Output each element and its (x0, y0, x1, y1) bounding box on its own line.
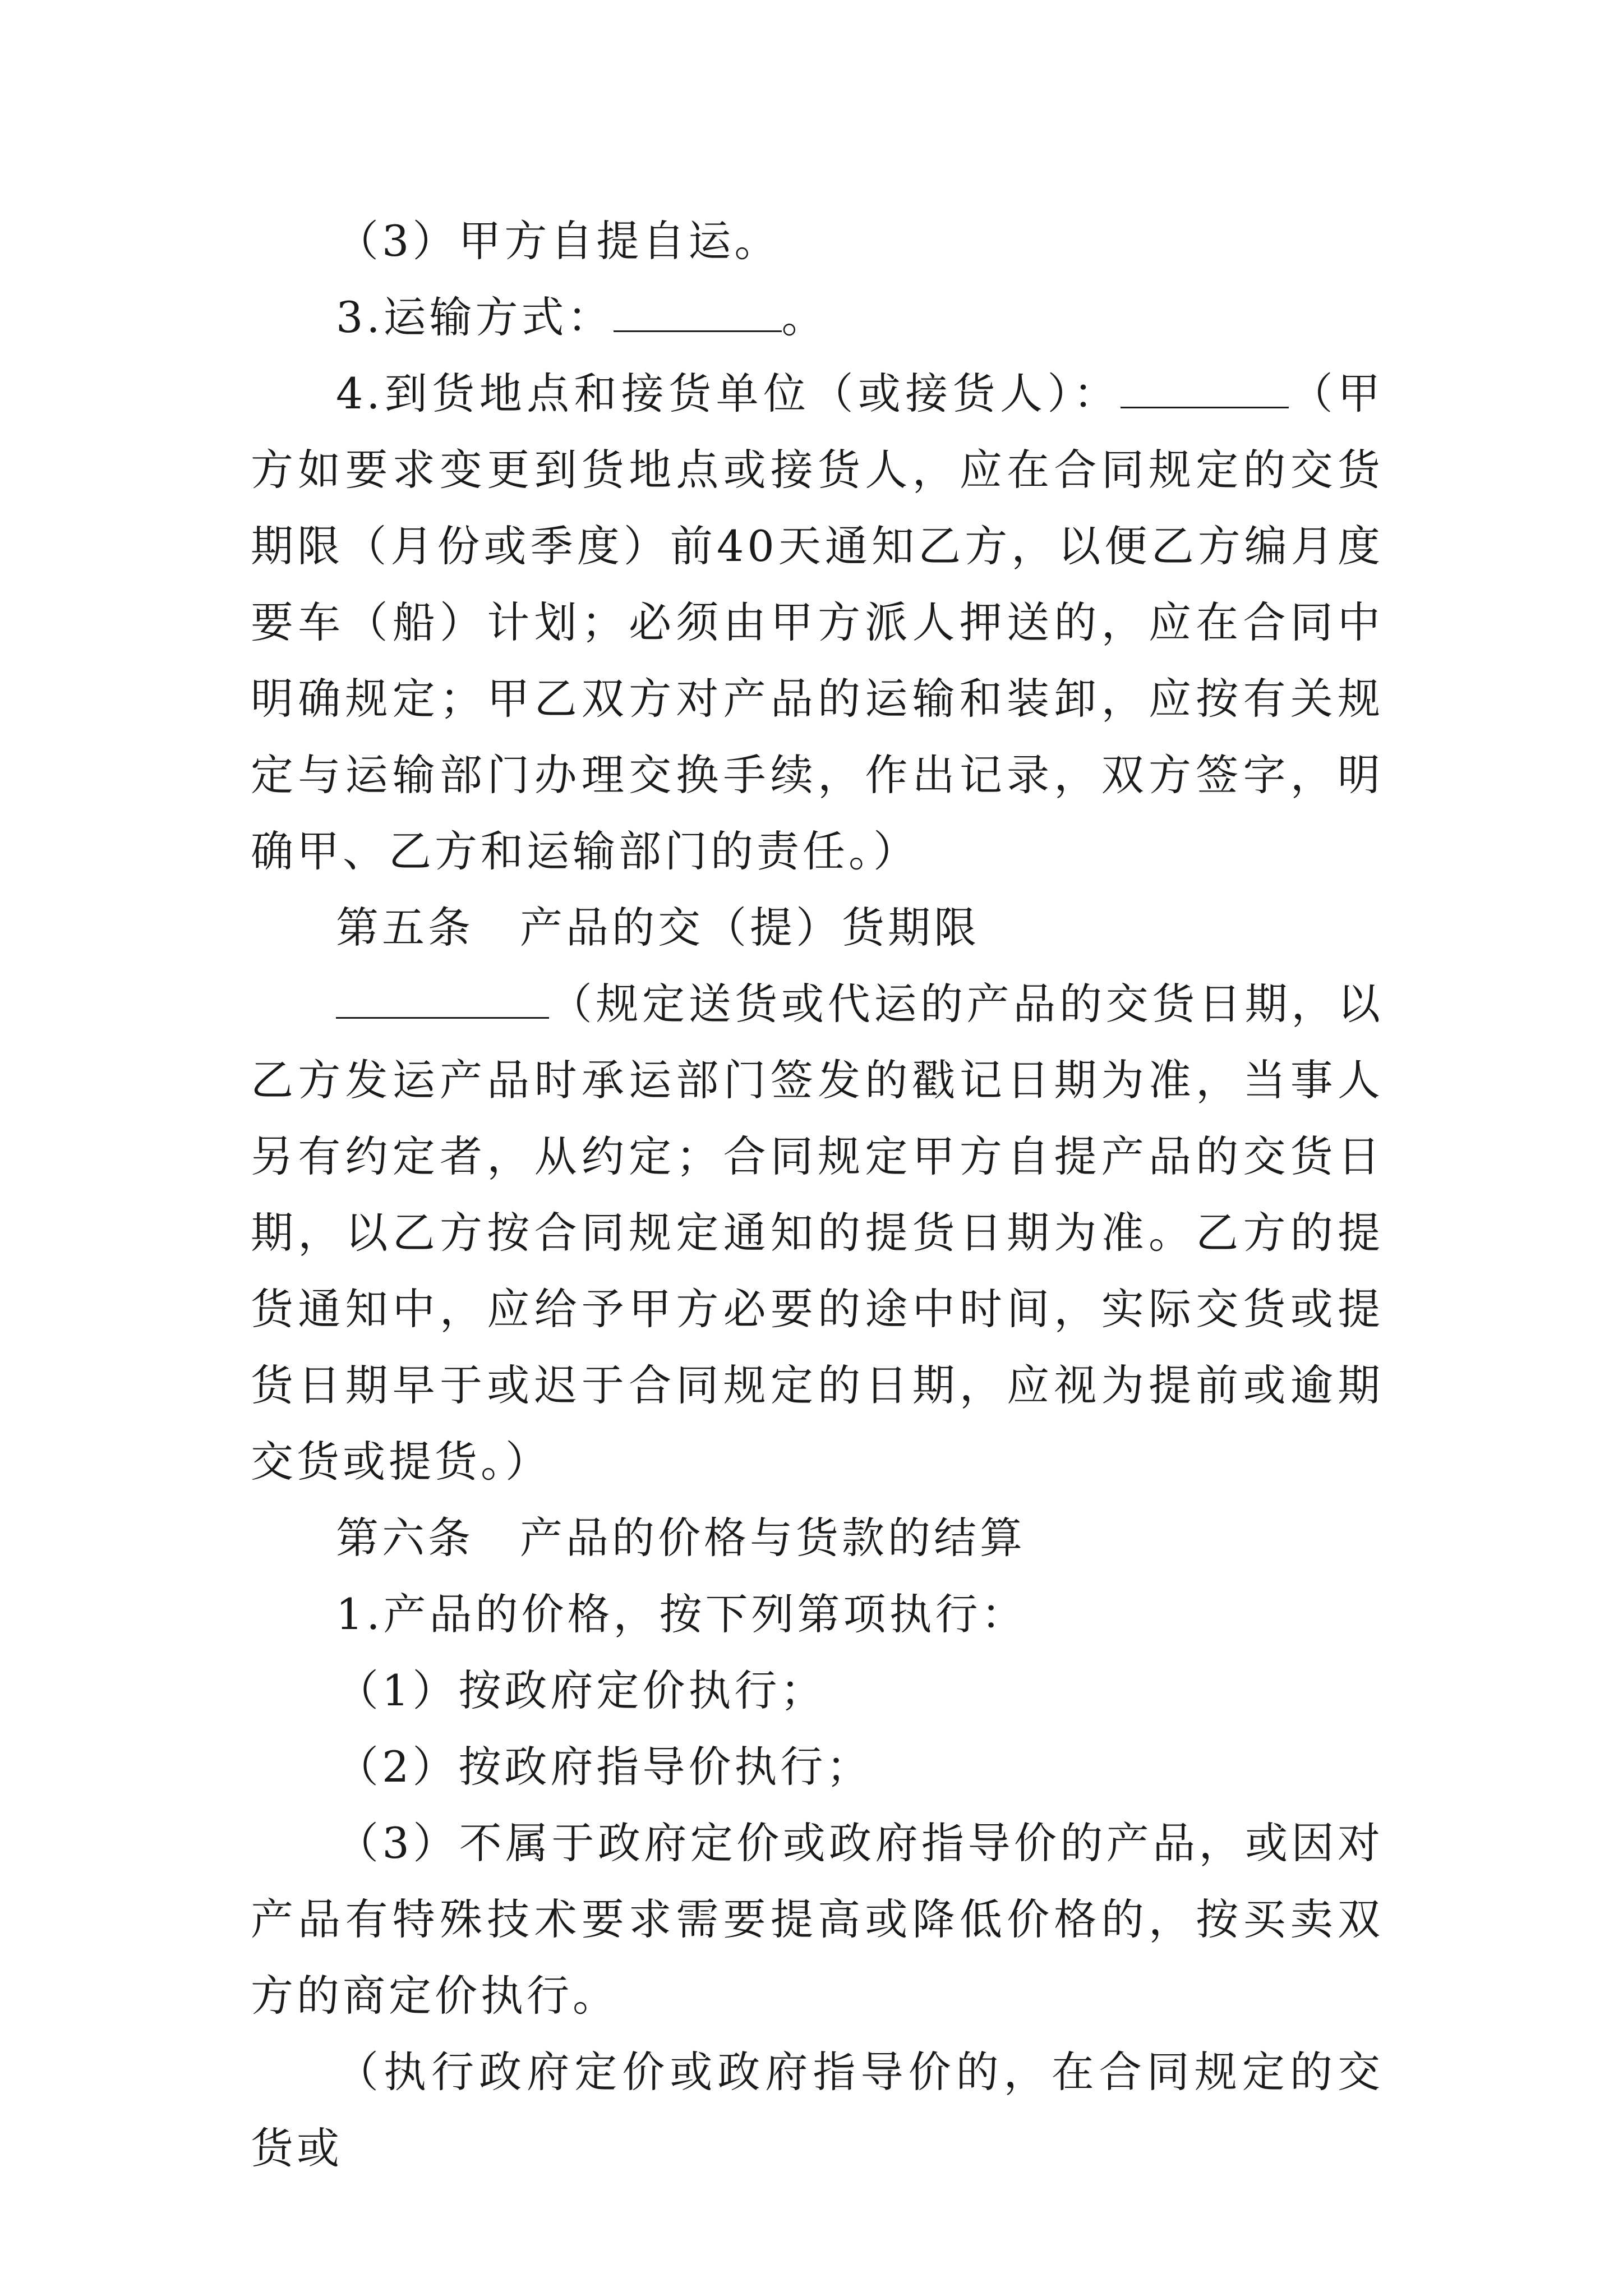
article-6-heading (251, 1500, 1384, 1576)
paragraph-government-guided-price (251, 1729, 1384, 1805)
paragraph-text: 1.产品的价格，按下列第项执行： (336, 1589, 1027, 1639)
paragraph-transport-method (251, 279, 1384, 356)
fill-in-blank[interactable] (614, 297, 782, 332)
contract-text (251, 203, 1384, 2187)
fill-in-blank[interactable] (1121, 373, 1289, 408)
paragraph-text: （1）按政府定价执行； (336, 1665, 827, 1715)
paragraph-text: （3）不属于政府定价或政府指导价的产品，或因对产品有特殊技术要求需要提高或降低价格的，按买卖双方的商定价执行。 (251, 1818, 1384, 2021)
heading-text: 第六条 产品的价格与货款的结算 (336, 1513, 1026, 1563)
paragraph-execution-note (251, 2034, 1384, 2187)
paragraph-text-after: （规定送货或代运的产品的交货日期，以乙方发运产品时承运部门签发的戳记日期为准，当事人另有约定者，从约定；合同规定甲方自提产品的交货日期，以乙方按合同规定通知的提货日期为准。乙方的提货通知中，应给予甲方必要的途中时间，实际交货或提货日期早于或迟于合同规定的日期，应视为提前或逾期交货或提货。） (251, 979, 1384, 1487)
paragraph-delivery-period (251, 966, 1384, 1500)
heading-text: 第五条 产品的交（提）货期限 (336, 903, 980, 953)
paragraph-text-after: （甲方如要求变更到货地点或接货人，应在合同规定的交货期限（月份或季度）前40天通知乙方，以便乙方编月度要车（船）计划；必须由甲方派人押送的，应在合同中明确规定；甲乙双方对产品的运输和装卸，应按有关规定与运输部门办理交换手续，作出记录，双方签字，明确甲、乙方和运输部门的责任。） (251, 369, 1384, 876)
paragraph-text: 3.运输方式： (336, 292, 614, 342)
paragraph-text: （2）按政府指导价执行； (336, 1742, 873, 1792)
paragraph-negotiated-price (251, 1805, 1384, 2034)
paragraph-text: 4.到货地点和接货单位（或接货人）： (336, 369, 1121, 418)
paragraph-text-after: 。 (781, 292, 828, 342)
paragraph-self-pickup (251, 203, 1384, 279)
paragraph-price-clause (251, 1576, 1384, 1653)
fill-in-blank[interactable] (336, 983, 549, 1019)
paragraph-government-price (251, 1653, 1384, 1729)
paragraph-text: （执行政府定价或政府指导价的，在合同规定的交货或 (251, 2047, 1384, 2173)
paragraph-text: （3）甲方自提自运。 (336, 216, 781, 266)
paragraph-delivery-location (251, 356, 1384, 890)
article-5-heading (251, 890, 1384, 966)
